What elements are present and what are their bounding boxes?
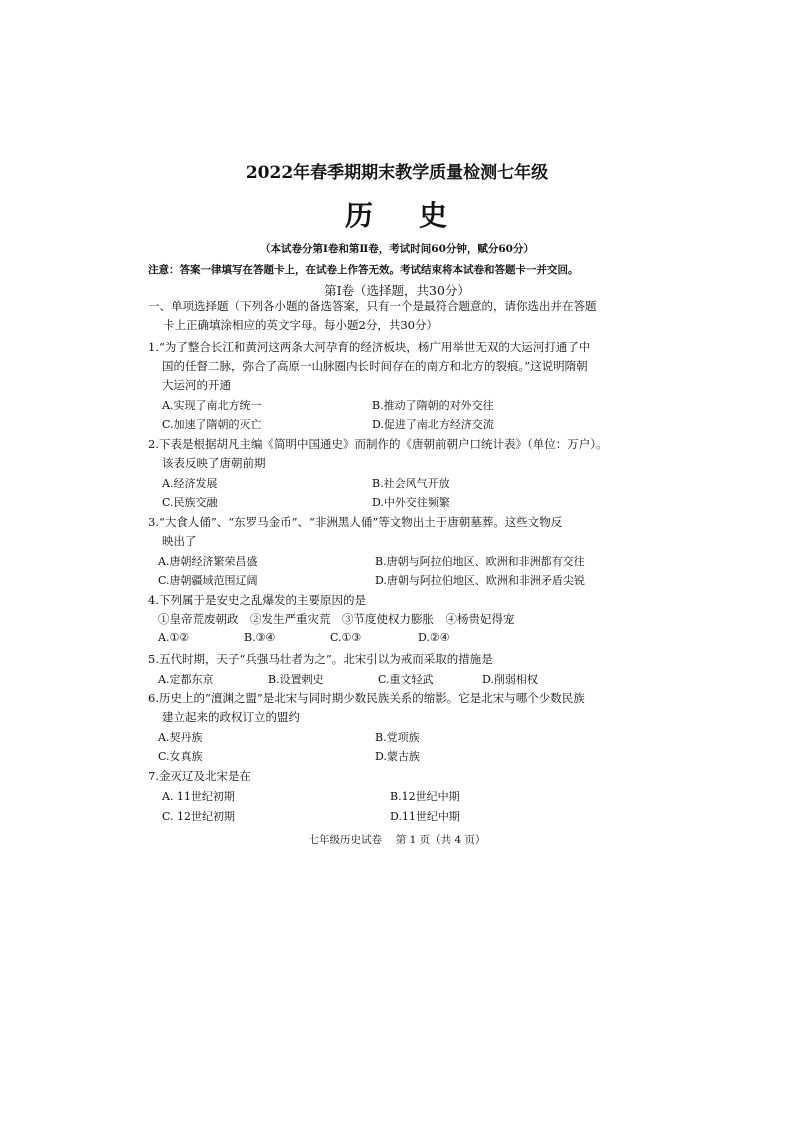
question-4-option-b: B.③④ (244, 631, 276, 644)
question-2-line-2: 该表反映了唐朝前期 (162, 456, 266, 470)
question-1-option-b: B.推动了隋朝的对外交往 (372, 399, 494, 412)
question-3-option-b: B.唐朝与阿拉伯地区、欧洲和非洲都有交往 (375, 555, 585, 568)
question-2-option-a: A.经济发展 (162, 477, 218, 490)
question-4-option-a: A.①② (158, 631, 190, 644)
section-instruction-line-1: 一、单项选择题（下列各小题的备选答案，只有一个是最符合题意的，请你选出并在答题 (148, 299, 597, 313)
question-6-option-a: A.契丹族 (158, 731, 203, 744)
question-6-option-c: C.女真族 (158, 750, 203, 763)
subject-char-1: 历 (344, 199, 375, 232)
exam-info-note: （本试卷分第Ⅰ卷和第Ⅱ卷，考试时间60分钟，赋分60分） (260, 243, 534, 255)
question-4-line-1: 4.下列属于是安史之乱爆发的主要原因的是 (148, 593, 366, 607)
question-2-option-d: D.中外交往频繁 (372, 496, 450, 509)
question-7-option-c: C. 12世纪初期 (162, 810, 236, 823)
question-5-line-1: 5.五代时期，天子“兵强马壮者为之”。北宋引以为戒而采取的措施是 (148, 652, 493, 666)
question-7-option-b: B.12世纪中期 (390, 790, 460, 803)
question-6-option-b: B.党项族 (375, 731, 420, 744)
question-6-line-2: 建立起来的政权订立的盟约 (162, 710, 300, 724)
section-instruction-line-2: 卡上正确填涂相应的英文字母。每小题2分，共30分） (163, 318, 438, 332)
question-3-line-1: 3.“大食人俑”、“东罗马金币”、“非洲黑人俑”等文物出土于唐朝墓葬。这些文物反 (148, 515, 563, 529)
question-7-option-a: A. 11世纪初期 (162, 790, 235, 803)
question-4-option-c: C.①③ (330, 631, 362, 644)
question-5-option-b: B.设置剌史 (268, 673, 324, 686)
subject-char-2: 史 (419, 199, 450, 232)
question-3-option-d: D.唐朝与阿拉伯地区、欧洲和非洲矛盾尖锐 (375, 574, 585, 587)
page-footer: 七年级历史试卷 第 1 页（共 4 页） (308, 834, 486, 846)
question-2-option-c: C.民族交融 (162, 496, 218, 509)
question-5-option-c: C.重文轻武 (378, 673, 434, 686)
question-1-option-a: A.实现了南北方统一 (162, 399, 262, 412)
part1-heading: 第Ⅰ卷（选择题，共30分） (324, 283, 470, 298)
question-1-option-c: C.加速了隋朝的灭亡 (162, 418, 262, 431)
question-1-option-d: D.促进了南北方经济交流 (372, 418, 494, 431)
question-2-line-1: 2.下表是根据胡凡主编《简明中国通史》而制作的《唐朝前朝户口统计表》（单位：万户）。 (148, 437, 608, 451)
question-2-option-b: B.社会风气开放 (372, 477, 450, 490)
question-1-line-3: 大运河的开通 (162, 378, 231, 392)
question-7-line-1: 7.金灭辽及北宋是在 (148, 769, 251, 783)
question-6-line-1: 6.历史上的“澶渊之盟”是北宋与同时期少数民族关系的缩影。它是北宋与哪个少数民族 (148, 691, 585, 705)
exam-title: 2022年春季期期末教学质量检测七年级 (245, 163, 549, 183)
question-1-line-1: 1.“为了整合长江和黄河这两条大河孕育的经济板块，杨广用举世无双的大运河打通了中 (148, 340, 591, 354)
question-4-items: ①皇帝荒废朝政 ②发生严重灾荒 ③节度使权力膨胀 ④杨贵妃得宠 (158, 612, 515, 626)
exam-notice: 注意：答案一律填写在答题卡上，在试卷上作答无效。考试结束将本试卷和答题卡一并交回。 (148, 264, 579, 276)
question-3-line-2: 映出了 (162, 534, 197, 548)
question-3-option-a: A.唐朝经济繁荣昌盛 (158, 555, 258, 568)
question-4-option-d: D.②④ (418, 631, 450, 644)
question-5-option-a: A.定都东京 (158, 673, 214, 686)
subject-heading (0, 194, 794, 234)
question-7-option-d: D.11世纪中期 (390, 810, 460, 823)
question-6-option-d: D.蒙古族 (375, 750, 420, 763)
question-3-option-c: C.唐朝疆域范围辽阔 (158, 574, 258, 587)
question-5-option-d: D.削弱相权 (482, 673, 538, 686)
question-1-line-2: 国的任督二脉，弥合了高原一山脉圈内长时间存在的南方和北方的裂痕。”这说明隋朝 (162, 359, 588, 373)
